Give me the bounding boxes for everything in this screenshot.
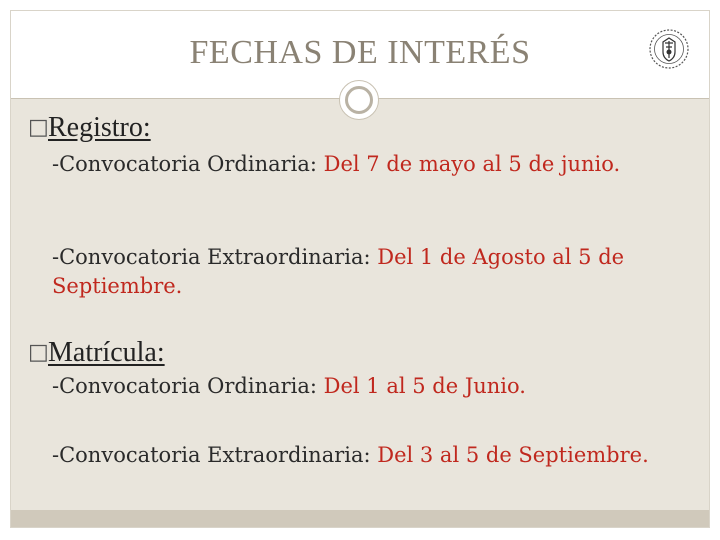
slide-title: FECHAS DE INTERÉS	[189, 34, 531, 71]
footer-bar	[11, 510, 709, 527]
circle-ornament-icon	[339, 80, 379, 120]
university-crest-icon	[648, 28, 690, 70]
section-heading-matricula: □Matrícula:	[28, 337, 165, 368]
checkbox-bullet-icon: □	[28, 340, 49, 365]
list-item: -Convocatoria Extraordinaria: Del 3 al 5 de Septiembre.	[52, 443, 649, 467]
list-item: -Convocatoria Ordinaria: Del 7 de mayo al 5 de junio.	[52, 152, 621, 176]
list-item: -Convocatoria Extraordinaria: Del 1 de Agosto al 5 de Septiembre.	[52, 245, 625, 298]
section-heading-registro: □Registro:	[28, 112, 151, 143]
list-item: -Convocatoria Ordinaria: Del 1 al 5 de Junio.	[52, 374, 526, 398]
checkbox-bullet-icon: □	[28, 115, 49, 140]
